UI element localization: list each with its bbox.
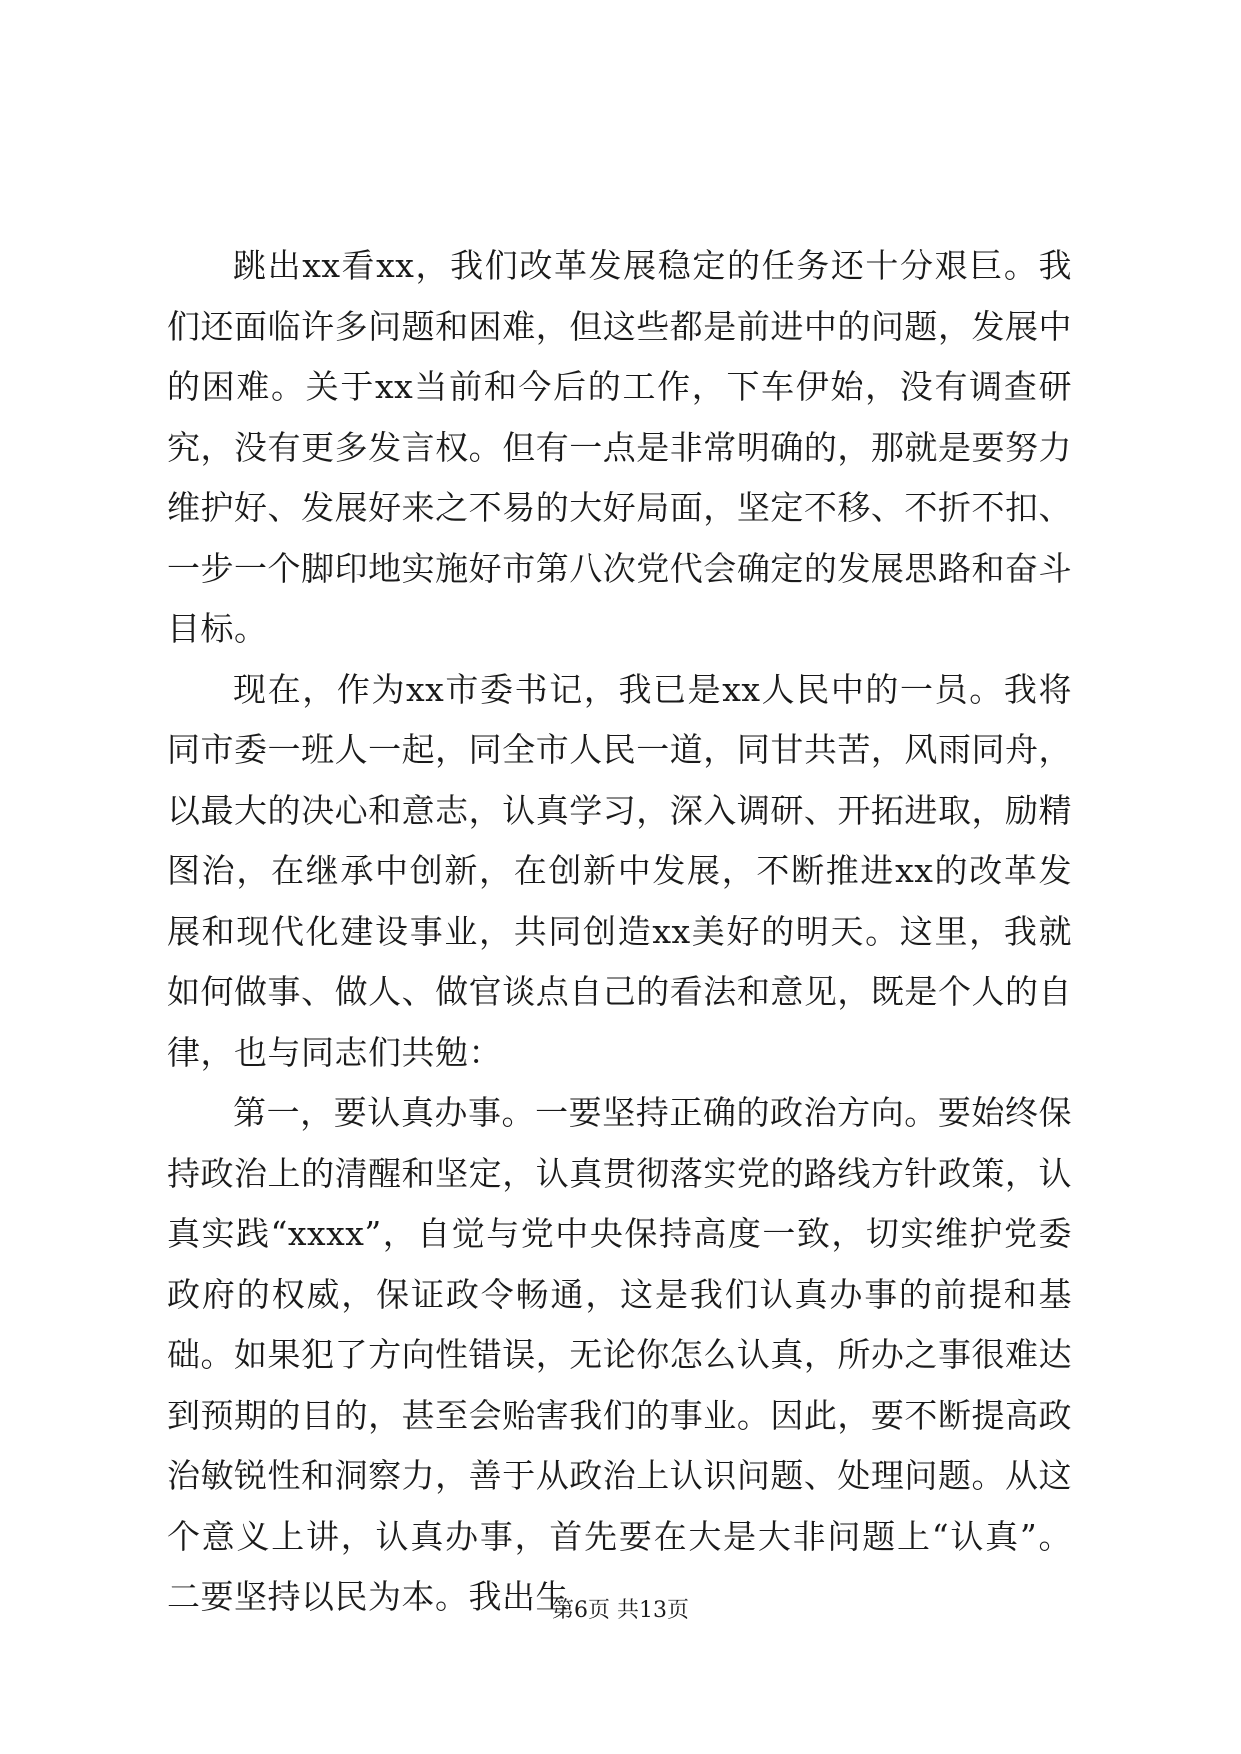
paragraph-2: 现在，作为xx市委书记，我已是xx人民中的一员。我将同市委一班人一起，同全市人民一道，同甘共苦，风雨同舟，以最大的决心和意志，认真学习，深入调研、开拓进取，励精图治，在继承中创新，在创新中发展，不断推进xx的改革发展和现代化建设事业，共同创造xx美好的明天。这里，我就如何做事、做人、做官谈点自己的看法和意见，既是个人的自律，也与同志们共勉： — [167, 669, 1072, 1072]
page-footer: 第6页 共13页 — [552, 1598, 689, 1623]
paragraph-1: 跳出xx看xx，我们改革发展稳定的任务还十分艰巨。我们还面临许多问题和困难，但这些都是前进中的问题，发展中的困难。关于xx当前和今后的工作，下车伊始，没有调查研究，没有更多发言权。但有一点是非常明确的，那就是要努力维护好、发展好来之不易的大好局面，坚定不移、不折不扣、一步一个脚印地实施好市第八次党代会确定的发展思路和奋斗目标。 — [167, 246, 1072, 648]
document-body — [167, 236, 1072, 1628]
paragraph-3: 第一，要认真办事。一要坚持正确的政治方向。要始终保持政治上的清醒和坚定，认真贯彻落实党的路线方针政策，认真实践“xxxx”，自觉与党中央保持高度一致，切实维护党委政府的权威，保证政令畅通，这是我们认真办事的前提和基础。如果犯了方向性错误，无论你怎么认真，所办之事很难达到预期的目的，甚至会贻害我们的事业。因此，要不断提高政治敏锐性和洞察力，善于从政治上认识问题、处理问题。从这个意义上讲，认真办事，首先要在大是大非问题上“认真”。二要坚持以民为本。我出生 — [167, 1093, 1072, 1616]
